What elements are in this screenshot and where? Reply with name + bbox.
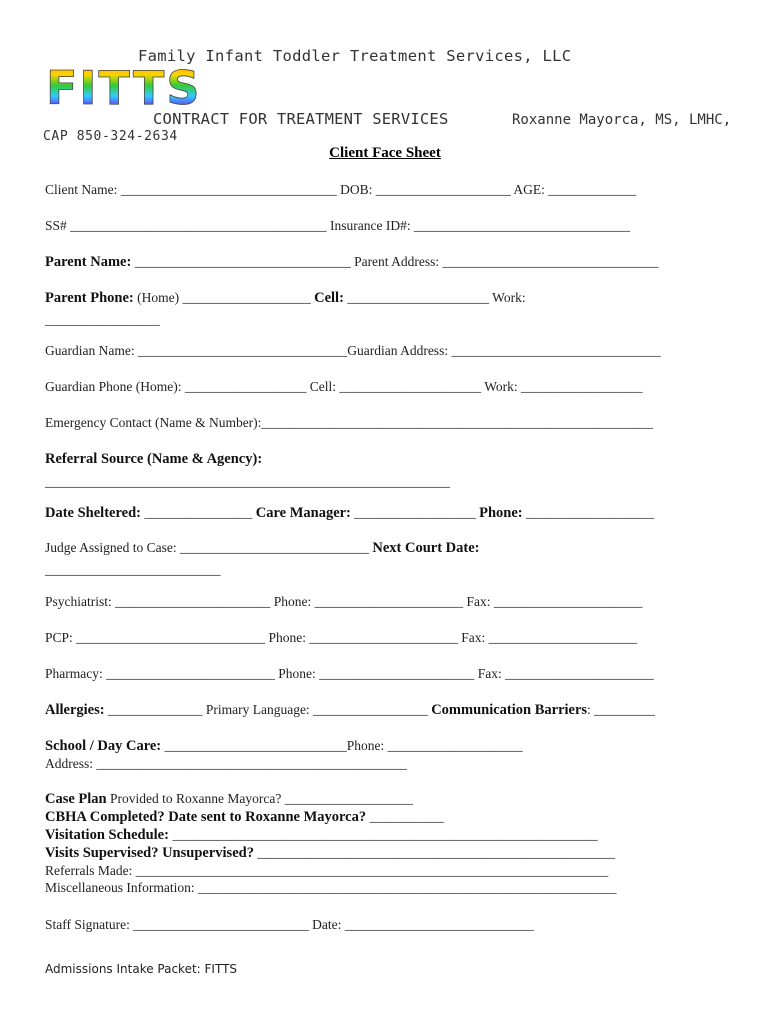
field-text: _________________ [45,312,160,327]
logo-text: FITTS [46,66,202,112]
form-line [45,809,444,826]
field-text: _______________________________________________________________ [168,827,598,842]
field-text: PCP: ____________________________ Phone: ______________________ Fax: ______________________ [45,630,638,645]
field-text: Referrals Made: ______________________________________________________________________ [45,863,609,878]
form-title: Client Face Sheet [329,145,441,161]
field-label-bold: Visitation Schedule: [45,827,169,843]
form-line [45,182,636,198]
field-label-bold: Care Manager: [255,505,351,521]
field-text: Provided to Roxanne Mayorca? ___________________ [106,791,413,806]
field-text: Guardian Name: _______________________________Guardian Address: _______________________________ [45,343,661,358]
form-line [45,474,450,490]
form-line [45,254,659,271]
field-text: Miscellaneous Information: ______________________________________________________________ [45,880,617,895]
field-label-bold: Case Plan [45,791,107,807]
form-line [45,290,526,307]
field-text: Guardian Phone (Home): __________________ Cell: _____________________ Work: __________________ [45,379,643,394]
form-line [45,827,598,844]
contract-title: CONTRACT FOR TREATMENT SERVICES [153,110,449,128]
form-line [45,845,615,862]
field-text: ________________ [140,505,256,520]
form-line [45,594,642,610]
form-line [45,343,661,359]
field-label-bold: Referral Source (Name & Agency): [45,451,263,467]
field-text: __________________________ [45,562,221,577]
field-text: ___________ [366,809,444,824]
field-text: ___________________________Phone: ____________________ [161,738,523,753]
field-label-bold: Phone: [479,505,523,521]
form-line [45,756,407,772]
provider-name: Roxanne Mayorca, MS, LMHC, [512,112,732,128]
field-text: ____________________________________________________________ [45,474,450,489]
form-line [45,312,160,328]
field-label-bold: Next Court Date: [372,540,480,556]
field-text: Psychiatrist: _______________________ Phone: ______________________ Fax: ______________________ [45,594,643,609]
form-line [45,702,655,719]
field-label-bold: Cell: [314,290,344,306]
field-text: Judge Assigned to Case: ____________________________ [45,540,373,555]
form-line [45,540,479,557]
form-line [45,630,637,646]
field-text: ___________________ [522,505,655,520]
form-line [45,666,654,682]
form-line [45,379,643,395]
field-text: Pharmacy: _________________________ Phone: _______________________ Fax: ______________________ [45,666,654,681]
field-label-bold: Parent Name: [45,254,132,270]
field-label-bold: Parent Phone: [45,290,134,306]
field-text: ______________ Primary Language: _________________ [104,702,432,717]
form-line [45,415,653,431]
field-text: Client Name: ________________________________ DOB: ____________________ AGE: _____________ [45,182,636,197]
fitts-logo [44,66,264,112]
field-text: Staff Signature: __________________________ Date: ____________________________ [45,917,534,932]
form-line [45,917,534,933]
provider-phone: CAP 850-324-2634 [43,129,178,144]
field-text: Address: ______________________________________________ [45,756,407,771]
field-text: SS# ______________________________________ Insurance ID#: ________________________________ [45,218,630,233]
field-text: _____________________ Work: [343,290,526,305]
form-line [45,451,262,468]
field-label-bold: CBHA Completed? Date sent to Roxanne Mayorca? [45,809,367,825]
field-text: _____________________________________________________ [253,845,616,860]
field-text: ________________________________ Parent Address: ________________________________ [131,254,659,269]
field-label-bold: School / Day Care: [45,738,162,754]
field-text: Emergency Contact (Name & Number):__________________________________________________________ [45,415,653,430]
field-text: __________________ [350,505,480,520]
company-name: Family Infant Toddler Treatment Services, LLC [138,47,572,65]
field-text: (Home) ___________________ [133,290,315,305]
form-line [45,562,221,578]
field-label-bold: Communication Barriers [431,702,588,718]
field-text: : _________ [587,702,655,717]
form-line [45,880,616,896]
form-line [45,505,654,522]
form-line [45,863,608,879]
form-line [45,791,413,808]
form-line [45,218,630,234]
footer: Admissions Intake Packet: FITTS [45,962,238,976]
field-label-bold: Visits Supervised? Unsupervised? [45,845,254,861]
form-line [45,738,523,755]
field-label-bold: Date Sheltered: [45,505,141,521]
field-label-bold: Allergies: [45,702,105,718]
